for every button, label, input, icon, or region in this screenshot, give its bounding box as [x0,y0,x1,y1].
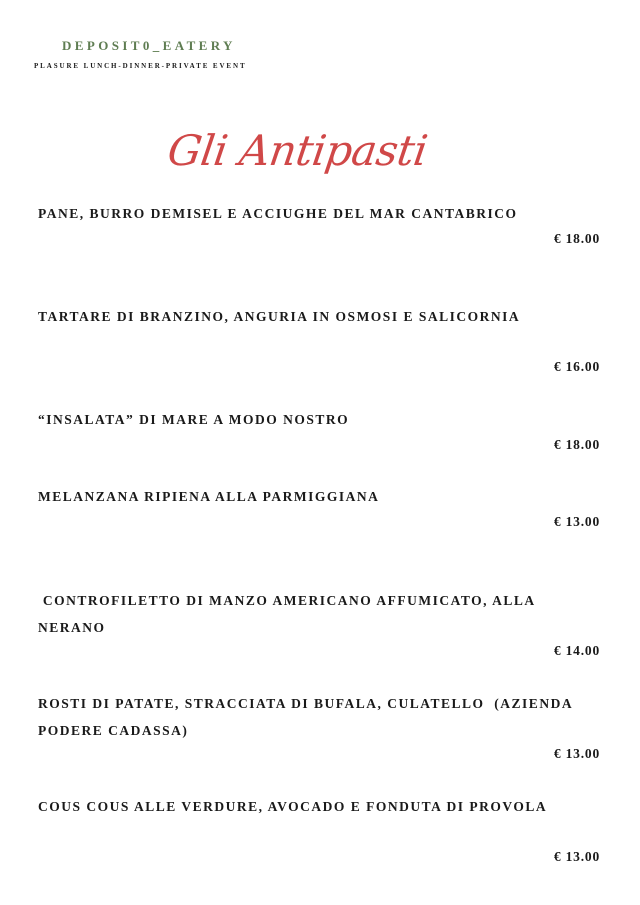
dish-price: € 18.00 [553,231,600,246]
brand-name: DEPOSIT0_EATERY [62,38,236,53]
dish-name: TARTARE DI BRANZINO, ANGURIA IN OSMOSI E SALICORNIA [38,309,521,324]
dish-name: MELANZANA RIPIENA ALLA PARMIGGIANA [38,489,380,504]
dish-name: COUS COUS ALLE VERDURE, AVOCADO E FONDUTA DI PROVOLA [38,799,548,814]
dish-name: CONTROFILETTO DI MANZO AMERICANO AFFUMICATO, ALLA NERANO [38,593,540,635]
dish-price: € 16.00 [553,359,600,374]
dish-name: ROSTI DI PATATE, STRACCIATA DI BUFALA, CULATELLO (AZIENDA PODERE CADASSA) [38,696,578,738]
dish-price: € 14.00 [553,643,600,658]
dish-price: € 18.00 [553,437,600,452]
dish-price: € 13.00 [553,514,600,529]
dish-price: € 13.00 [553,746,600,761]
brand-tagline: PLASURE LUNCH-DINNER-PRIVATE EVENT [34,62,247,70]
section-title: Gli Antipasti [164,126,431,175]
dish-price: € 13.00 [553,849,600,864]
dish-name: PANE, BURRO DEMISEL E ACCIUGHE DEL MAR CANTABRICO [38,206,518,221]
dish-name: “INSALATA” DI MARE A MODO NOSTRO [38,412,350,427]
